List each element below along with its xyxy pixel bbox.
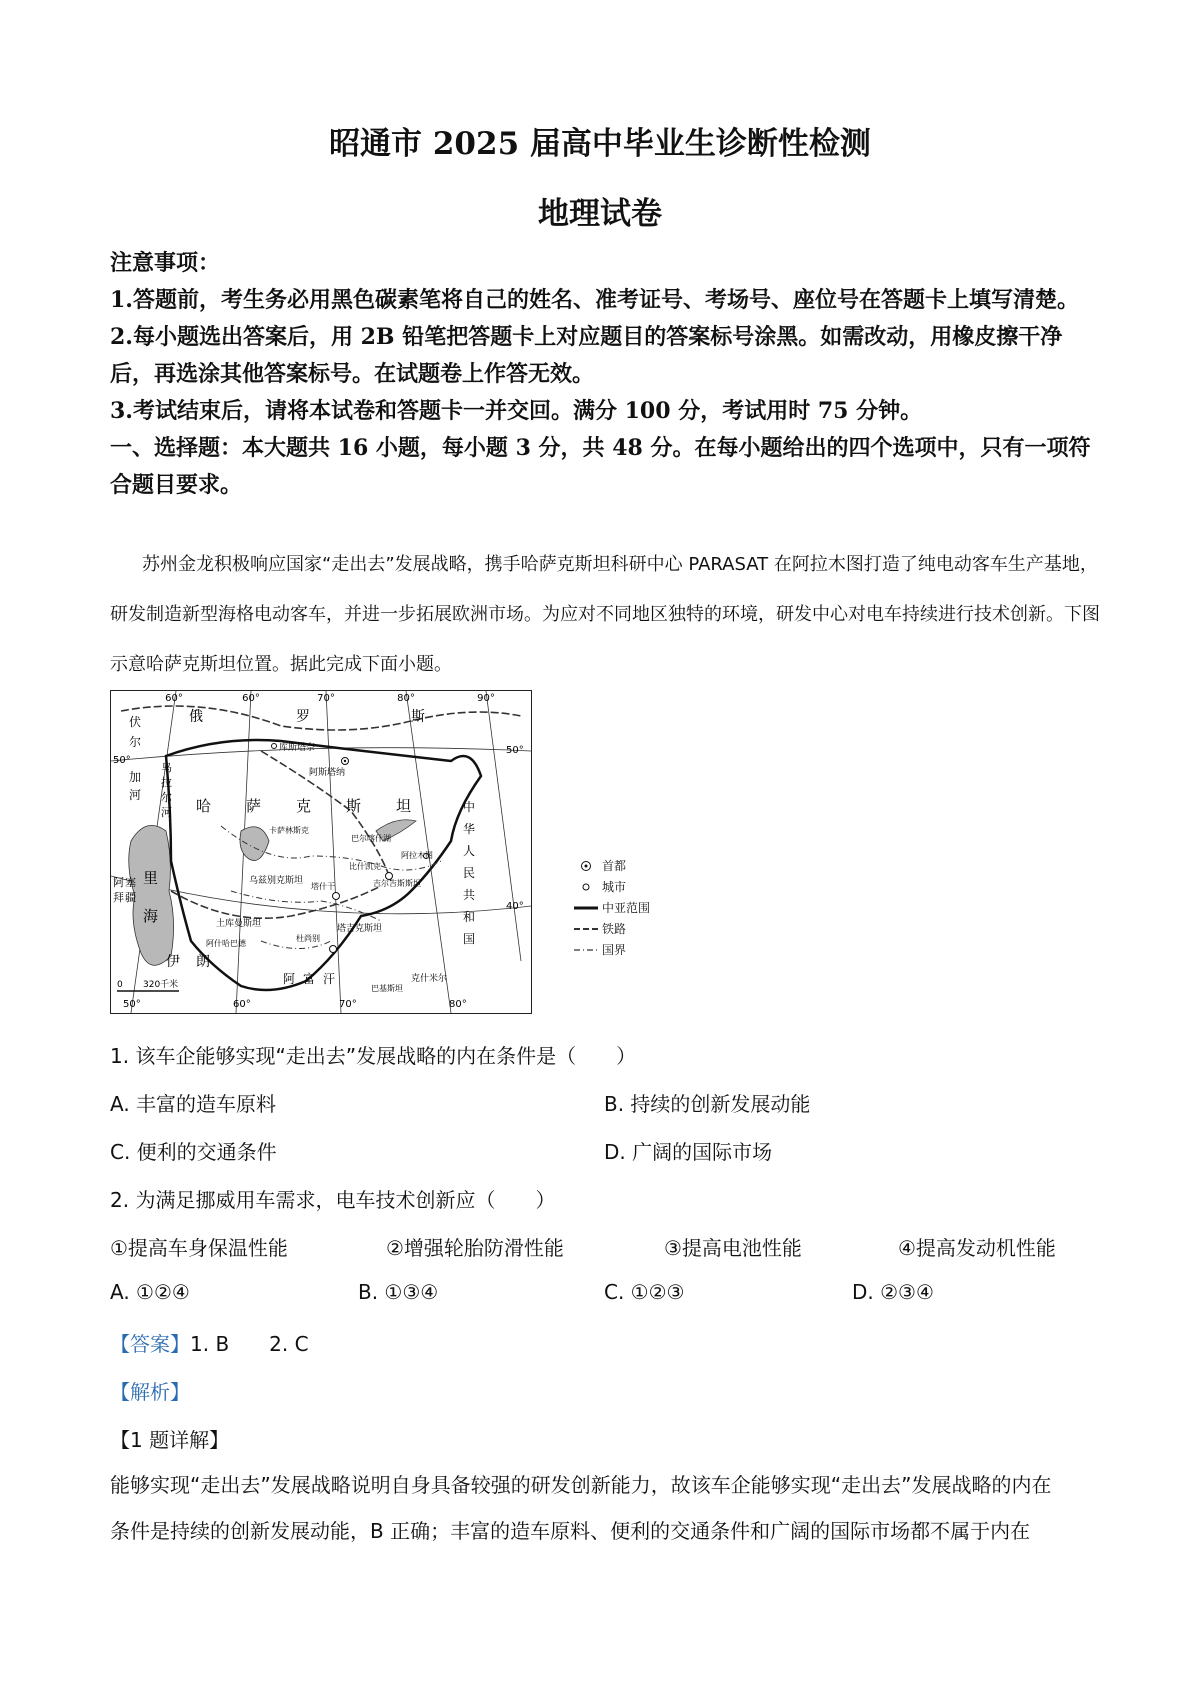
map-label: 坦 [396,797,412,815]
legend-item-city [570,876,650,897]
answer-label: 【答案】 [110,1332,190,1356]
city-label: 塔吉克斯坦 [337,924,383,934]
tick-label: 70° [317,693,335,704]
legend-label: 首都 [602,859,627,873]
legend-label: 中亚范围 [602,901,651,915]
scale-label: 320千米 [143,980,179,990]
railway-line [121,706,521,730]
kazakhstan-location-map [110,690,532,1014]
answer-value: 1. B 2. C [190,1332,309,1356]
notice-block [110,245,1100,504]
detail-label: 【1 题详解】 [110,1428,230,1452]
map-label: 克 [296,797,312,815]
legend-item-railway [570,918,650,939]
city-icon [570,881,602,893]
map-label: 中 [463,800,476,814]
map-label: 尔 [129,735,142,749]
map-label: 伊 [166,954,180,970]
map-label: 民 [463,866,476,880]
q1-option-a[interactable]: A. 丰富的造车原料 [110,1092,277,1116]
map-label: 拜 [113,891,124,904]
map-label: 海 [143,907,159,925]
map-label: 斯 [346,797,362,815]
tick-label: 60° [165,693,183,704]
map-legend [570,855,650,960]
q2-option-a[interactable]: A. ①②④ [110,1280,190,1304]
analysis-line: 条件是持续的创新发展动能，B 正确；丰富的造车原料、便利的交通条件和广阔的国际市场都不属于内在 [110,1519,1031,1543]
legend-label: 国界 [602,943,627,957]
legend-item-border [570,939,650,960]
city-label: 比什凯克 [349,862,381,871]
tick-label: 60° [242,693,260,704]
map-label: 加 [129,770,142,784]
map-label: 塞 [125,876,136,889]
analysis-line: 能够实现“走出去”发展战略说明自身具备较强的研发创新能力，故该车企能够实现“走出去”发展战略的内在 [110,1473,1052,1497]
capital-marker-dot [344,760,346,762]
city-label: 巴尔喀什湖 [351,834,391,843]
city-label: 克什米尔 [411,974,448,984]
city-label: 乌兹别克斯坦 [249,876,304,886]
answer-row [110,1328,309,1357]
tick-label: 70° [339,999,357,1010]
tick-label: 60° [233,999,251,1010]
city-label: 阿拉木图 [401,851,433,860]
notice-item: 2.每小题选出答案后，用 2B 铅笔把答题卡上对应题目的答案标号涂黑。如需改动，用橡皮擦干净后，再选涂其他答案标号。在试题卷上作答无效。 [110,324,1063,387]
city-label: 阿什哈巴德 [206,939,246,948]
page-title: 昭通市 2025 届高中毕业生诊断性检测 [329,126,871,162]
map-label: 阿 [113,876,124,889]
city-label: 库斯塔奈 [279,743,316,753]
map-label: 里 [143,869,159,887]
analysis-text [110,1462,1100,1554]
scale-label: 0 [117,980,123,990]
capital-marker [333,893,340,900]
map-label: 河 [161,806,172,819]
railway-line [171,886,381,918]
q2-option-b[interactable]: B. ①③④ [358,1280,439,1304]
railway-icon [570,925,602,933]
map-label: 人 [463,844,476,858]
city-label: 土库曼斯坦 [216,919,262,929]
border-icon [570,946,602,954]
map-label: 伏 [129,715,142,729]
q1-option-b[interactable]: B. 持续的创新发展动能 [604,1092,811,1116]
map-label: 和 [463,910,476,924]
city-label: 巴基斯坦 [371,984,403,993]
map-label: 俄 [189,709,203,725]
q2-item: ①提高车身保温性能 [110,1236,288,1260]
q2-option-d[interactable]: D. ②③④ [852,1280,934,1304]
notice-item: 3.考试结束后，请将本试卷和答题卡一并交回。满分 100 分，考试用时 75 分钟。 [110,398,923,424]
map-label: 共 [463,888,476,902]
analysis-label: 【解析】 [110,1380,190,1404]
city-label: 阿斯塔纳 [309,768,346,778]
map-label: 乌 [161,761,172,774]
tick-label: 90° [477,693,495,704]
map-label: 阿 [283,972,296,986]
legend-label: 铁路 [602,922,627,936]
map-label: 罗 [296,709,310,725]
map-label: 斯 [411,709,425,725]
aral-sea [240,827,269,861]
map-label: 国 [463,932,476,946]
legend-item-capital [570,855,650,876]
q2-item: ③提高电池性能 [664,1236,802,1260]
meridian-line [326,691,341,1013]
tick-label: 40° [506,901,524,912]
map-label: 疆 [125,891,136,904]
q2-option-c[interactable]: C. ①②③ [604,1280,685,1304]
legend-item-boundary [570,897,650,918]
national-border [231,891,381,921]
map-label: 华 [463,822,476,836]
capital-marker [330,946,337,953]
city-marker [272,744,277,749]
question-2: 2. 为满足挪威用车需求，电车技术创新应（ ） [110,1188,556,1212]
question-stem: 苏州金龙积极响应国家“走出去”发展战略，携手哈萨克斯坦科研中心 PARASAT 在阿拉木图打造了纯电动客车生产基地，研发制造新型海格电动客车，并进一步拓展欧洲市场。为应对不同地区独特的环境，研发中心对电车持续进行技术创新。下图示意哈萨克斯坦位置。据此完成下面小题。 [110,554,1100,675]
legend-label: 城市 [602,880,627,894]
q1-option-c[interactable]: C. 便利的交通条件 [110,1140,277,1164]
map-label: 汗 [323,972,336,986]
q1-option-d[interactable]: D. 广阔的国际市场 [604,1140,773,1164]
map-label: 拉 [161,776,172,789]
page-subtitle: 地理试卷 [538,196,662,232]
notice-heading: 注意事项： [110,250,221,276]
map-label: 河 [129,788,142,802]
q2-item: ④提高发动机性能 [898,1236,1056,1260]
city-label: 卡萨林斯克 [269,826,309,835]
map-label: 富 [303,972,316,986]
meridian-line [486,691,521,961]
boundary-icon [570,904,602,912]
tick-label: 50° [506,745,524,756]
map-label: 萨 [246,797,262,815]
capital-icon [570,860,602,872]
question-1: 1. 该车企能够实现“走出去”发展战略的内在条件是（ ） [110,1044,637,1068]
city-label: 塔什干 [311,882,335,891]
tick-label: 80° [397,693,415,704]
map-label: 哈 [196,797,212,815]
q2-item: ②增强轮胎防滑性能 [386,1236,564,1260]
city-label: 杜尚别 [296,934,320,943]
map-label: 尔 [161,791,172,804]
map-label: 朗 [196,954,210,970]
notice-item: 1.答题前，考生务必用黑色碳素笔将自己的姓名、准考证号、考场号、座位号在答题卡上填写清楚。 [110,287,1079,313]
tick-label: 50° [123,999,141,1010]
city-label: 吉尔吉斯斯坦 [373,879,421,888]
section-heading: 一、选择题：本大题共 16 小题，每小题 3 分，共 48 分。在每小题给出的四个选项中，只有一项符合题目要求。 [110,435,1091,498]
tick-label: 80° [449,999,467,1010]
tick-label: 50° [113,755,131,766]
